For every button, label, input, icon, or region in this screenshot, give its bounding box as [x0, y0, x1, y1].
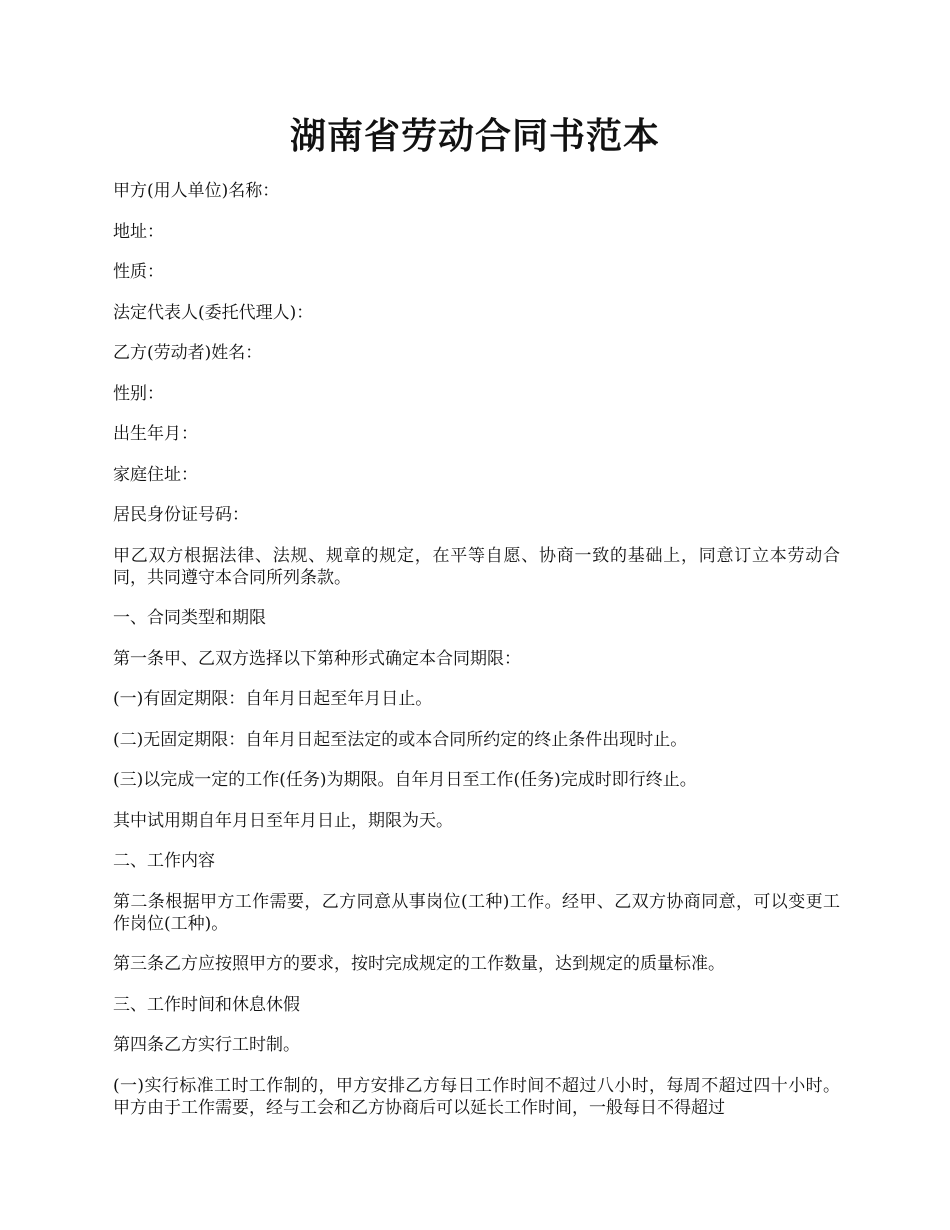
field-nature: 性质：: [113, 262, 164, 282]
article-1-option-2: (二)无固定期限：自年月日起至法定的或本合同所约定的终止条件出现时止。: [113, 729, 688, 750]
section-heading-contract-type: 一、合同类型和期限: [113, 608, 266, 628]
article-4: 第四条乙方实行工时制。: [113, 1035, 300, 1055]
document-body: [113, 180, 840, 1119]
article-1-option-1: (一)有固定期限：自年月日起至年月日止。: [113, 689, 433, 709]
field-employer-name: 甲方(用人单位)名称：: [113, 181, 280, 201]
preamble-paragraph: 甲乙双方根据法律、法规、规章的规定，在平等自愿、协商一致的基础上，同意订立本劳动合同，共同遵守本合同所列条款。: [113, 545, 840, 588]
document-title: 湖南省劳动合同书范本: [289, 115, 660, 157]
article-1-option-3: (三)以完成一定的工作(任务)为期限。自年月日至工作(任务)完成时即行终止。: [113, 770, 697, 790]
field-home-address: 家庭住址：: [113, 464, 198, 485]
field-employee-name: 乙方(劳动者)姓名：: [113, 343, 263, 363]
field-legal-representative: 法定代表人(委托代理人)：: [113, 302, 314, 323]
field-id-number: 居民身份证号码：: [113, 505, 249, 525]
probation-period: 其中试用期自年月日至年月日止，期限为天。: [113, 810, 453, 831]
article-2: 第二条根据甲方工作需要，乙方同意从事岗位(工种)工作。经甲、乙双方协商同意，可以变更工作岗位(工种)。: [113, 891, 840, 934]
section-heading-work-content: 二、工作内容: [113, 851, 215, 871]
field-gender: 性别：: [113, 383, 164, 404]
field-birth-date: 出生年月：: [113, 424, 198, 444]
article-4-clause-1: (一)实行标准工时工作制的，甲方安排乙方每日工作时间不超过八小时，每周不超过四十小时。甲方由于工作需要，经与工会和乙方协商后可以延长工作时间，一般每日不得超过: [113, 1075, 840, 1118]
article-3: 第三条乙方应按照甲方的要求，按时完成规定的工作数量，达到规定的质量标准。: [113, 954, 725, 974]
section-heading-working-hours: 三、工作时间和休息休假: [113, 994, 300, 1015]
field-address: 地址：: [113, 221, 164, 242]
article-1: 第一条甲、乙双方选择以下第种形式确定本合同期限：: [113, 648, 521, 669]
